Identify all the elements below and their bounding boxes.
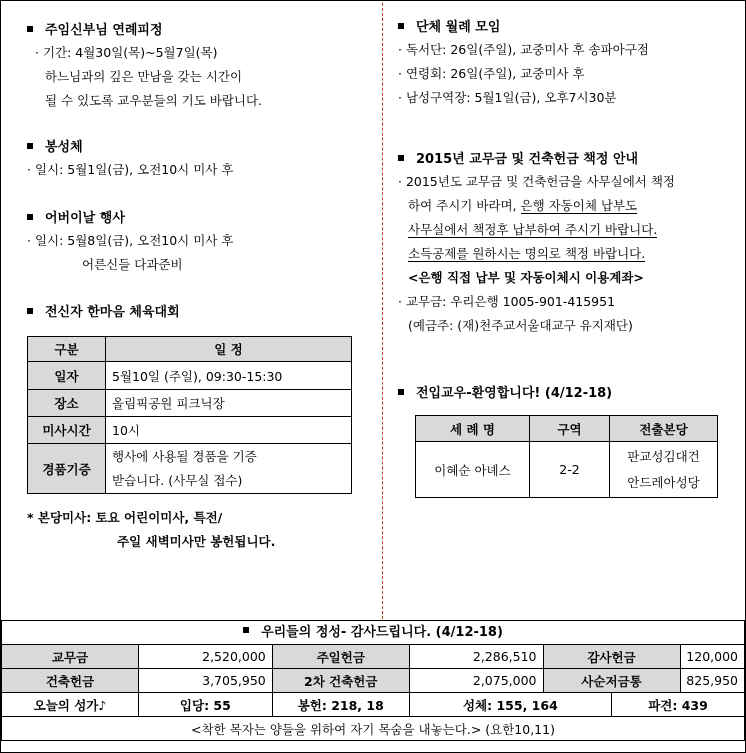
table-key: 일자 xyxy=(28,362,106,390)
offerings-title xyxy=(2,621,745,645)
table-row xyxy=(28,362,352,390)
offering-amount: 120,000 xyxy=(680,645,745,669)
text-line: · 남성구역장: 5월1일(금), 오후7시30분 xyxy=(398,90,617,105)
bullet-square-icon xyxy=(27,143,33,149)
section-title-text: 전신자 한마음 체육대회 xyxy=(45,305,180,320)
section-group-meetings xyxy=(398,18,649,110)
offering-label: 감사헌금 xyxy=(543,645,680,669)
hymn-recessional: 파견: 439 xyxy=(612,693,745,717)
offering-label: 교무금 xyxy=(2,645,139,669)
bullet-square-icon xyxy=(27,26,33,32)
previous-parish-line: 안드레아성당 xyxy=(627,474,700,490)
section-communion-visit xyxy=(27,138,233,182)
text-line xyxy=(408,194,675,218)
text-line: <은행 직접 납부 및 자동이체시 이용계좌> xyxy=(408,270,644,285)
text-line xyxy=(408,242,675,266)
table-key: 미사시간 xyxy=(28,417,106,444)
section-title xyxy=(27,209,233,229)
section-title xyxy=(27,303,180,323)
sports-day-table xyxy=(27,336,352,494)
section-title-text: 주임신부님 연례피정 xyxy=(45,23,163,38)
offerings-table xyxy=(1,620,745,741)
section-title-text: 단체 월례 모임 xyxy=(416,20,501,35)
bullet-square-icon xyxy=(398,23,404,29)
bullet-square-icon xyxy=(398,389,404,395)
section-pastor-retreat xyxy=(27,21,262,113)
table-header: 일 정 xyxy=(106,337,352,362)
section-sports-day xyxy=(27,303,180,323)
text-line: · 일시: 5월1일(금), 오전10시 미사 후 xyxy=(27,162,234,177)
zone: 2-2 xyxy=(530,442,610,498)
text-line: · 2015년도 교무금 및 건축헌금을 사무실에서 책정 xyxy=(398,174,675,189)
offerings-title-wrap xyxy=(243,625,503,640)
offering-label: 주일헌금 xyxy=(272,645,409,669)
offering-amount: 2,075,000 xyxy=(409,669,543,693)
section-title xyxy=(27,138,233,158)
text-line xyxy=(408,218,675,242)
table-header: 구분 xyxy=(28,337,106,362)
table-row xyxy=(28,417,352,444)
section-title-text: 어버이날 행사 xyxy=(45,211,125,226)
text-line: · 연령회: 26일(주일), 교중미사 후 xyxy=(398,66,585,81)
hymns-row xyxy=(2,693,745,717)
text-part: 하여 주시기 바라며, xyxy=(408,198,521,213)
previous-parish xyxy=(610,442,718,498)
table-row xyxy=(416,442,718,498)
offerings-section xyxy=(1,620,745,741)
hymn-entrance: 입당: 55 xyxy=(139,693,273,717)
section-title xyxy=(398,384,612,404)
text-line: (예금주: (재)천주교서울대교구 유지재단) xyxy=(408,318,633,333)
offering-amount: 3,705,950 xyxy=(139,669,273,693)
offerings-row xyxy=(2,669,745,693)
table-key: 장소 xyxy=(28,390,106,417)
note-line: * 본당미사: 토요 어린이미사, 특전/ xyxy=(27,510,223,525)
section-dues-notice xyxy=(398,150,675,338)
table-row xyxy=(28,444,352,494)
new-parishioner-table xyxy=(415,415,718,498)
table-header: 세 례 명 xyxy=(416,416,530,442)
table-value: 5월10일 (주일), 09:30-15:30 xyxy=(106,362,352,390)
offering-amount: 825,950 xyxy=(680,669,745,693)
offerings-title-text: 우리들의 정성- 감사드립니다. (4/12-18) xyxy=(261,624,503,640)
text-line: 될 수 있도록 교우분들의 기도 바랍니다. xyxy=(45,93,263,108)
hymn-offertory: 봉헌: 218, 18 xyxy=(272,693,409,717)
section-title xyxy=(398,150,675,170)
bullet-square-icon xyxy=(398,155,404,161)
text-line: 하느님과의 깊은 만남을 갖는 시간이 xyxy=(45,69,243,84)
text-line: · 일시: 5월8일(금), 오전10시 미사 후 xyxy=(27,233,234,248)
table-value xyxy=(106,444,352,494)
table-value-line: 받습니다. (사무실 접수) xyxy=(112,472,243,488)
previous-parish-line: 판교성김대건 xyxy=(627,448,700,464)
underlined-text: 사무실에서 책정후 납부하여 주시기 바랍니다. xyxy=(408,222,658,237)
hymn-communion: 성체: 155, 164 xyxy=(409,693,611,717)
underlined-text: 은행 자동이체 납부도 xyxy=(520,198,638,213)
text-line: 어른신들 다과준비 xyxy=(82,257,183,272)
bullet-square-icon xyxy=(27,308,33,314)
section-new-parishioners xyxy=(398,384,612,404)
section-parents-day xyxy=(27,209,233,277)
baptismal-name: 이혜순 아녜스 xyxy=(416,442,530,498)
section-title-text: 전입교우-환영합니다! (4/12-18) xyxy=(416,386,613,401)
table-header: 구역 xyxy=(530,416,610,442)
offerings-row xyxy=(2,645,745,669)
scripture-quote: <착한 목자는 양들을 위하여 자기 목숨을 내놓는다.> (요한10,11) xyxy=(2,717,745,741)
underlined-text: 소득공제를 원하시는 명의로 책정 바랍니다. xyxy=(408,246,646,261)
table-value: 올림픽공원 피크닉장 xyxy=(106,390,352,417)
section-title-text: 봉성체 xyxy=(45,140,83,155)
table-row xyxy=(28,390,352,417)
section-title xyxy=(398,18,649,38)
offering-amount: 2,286,510 xyxy=(409,645,543,669)
text-line: · 기간: 4월30일(목)~5월7일(목) xyxy=(35,45,218,60)
hymns-label: 오늘의 성가♪ xyxy=(2,693,139,717)
mass-note xyxy=(27,506,275,554)
note-line: 주일 새벽미사만 봉헌됩니다. xyxy=(117,534,276,549)
table-value-line: 행사에 사용될 경품을 기증 xyxy=(112,448,257,464)
offering-label: 사순저금통 xyxy=(543,669,680,693)
section-title-text: 2015년 교무금 및 건축헌금 책정 안내 xyxy=(416,152,639,167)
table-header: 전출본당 xyxy=(610,416,718,442)
column-divider xyxy=(382,3,383,619)
table-value: 10시 xyxy=(106,417,352,444)
offering-amount: 2,520,000 xyxy=(139,645,273,669)
table-key: 경품기증 xyxy=(28,444,106,494)
text-line: · 교무금: 우리은행 1005-901-415951 xyxy=(398,294,616,309)
bullet-square-icon xyxy=(243,627,249,633)
offering-label: 2차 건축헌금 xyxy=(272,669,409,693)
bullet-square-icon xyxy=(27,214,33,220)
section-title xyxy=(27,21,262,41)
offering-label: 건축헌금 xyxy=(2,669,139,693)
text-line: · 독서단: 26일(주일), 교중미사 후 송파아구점 xyxy=(398,42,649,57)
